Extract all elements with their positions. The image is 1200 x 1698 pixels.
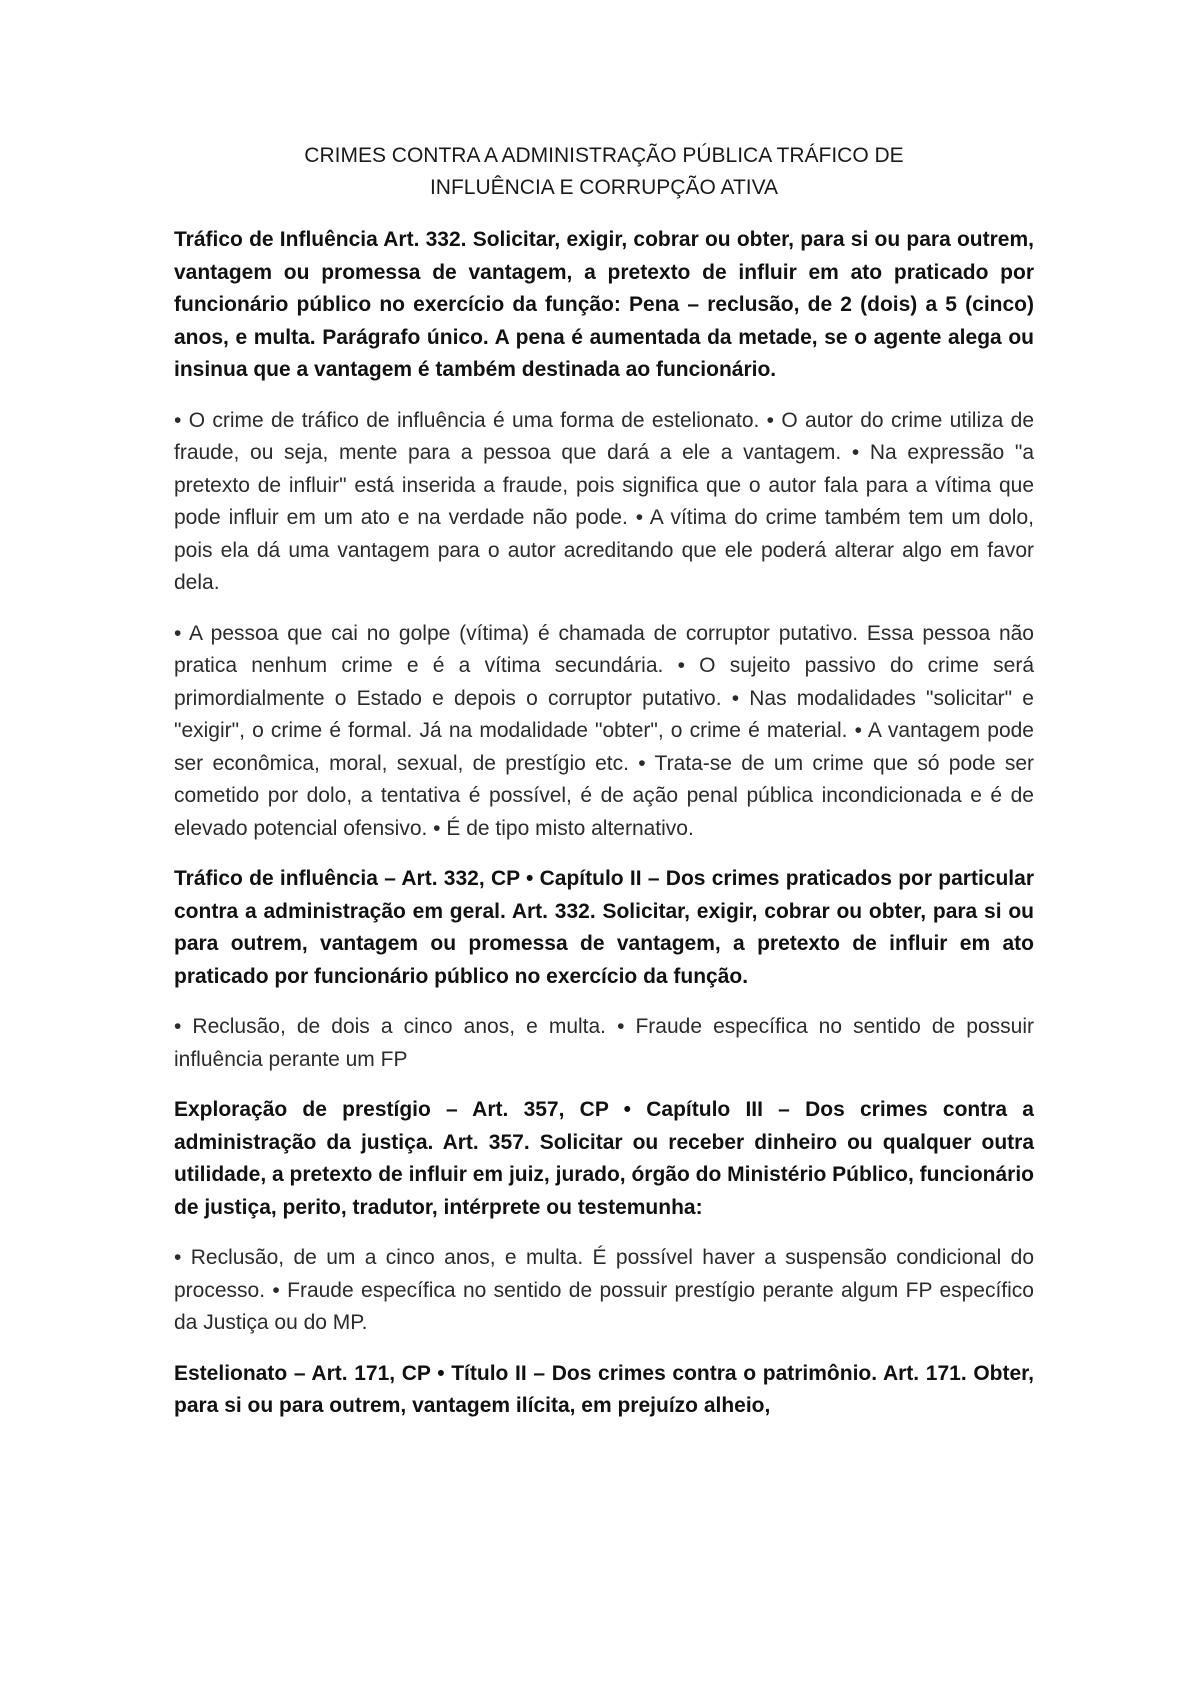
paragraph-trafico-cp-332: Tráfico de influência – Art. 332, CP • Capítulo II – Dos crimes praticados por particular contra a administração em geral. Art. 332. Solicitar, exigir, cobrar ou obter, para si ou para outrem, vantagem ou promessa de vantagem, a pretexto de influir em ato praticado por funcionário público no exercício da função.: [174, 867, 1034, 988]
title-line-1: CRIMES CONTRA A ADMINISTRAÇÃO PÚBLICA TRÁFICO DE: [304, 144, 904, 167]
document-title: [174, 140, 1034, 204]
paragraph-trafico-notes-2: • A pessoa que cai no golpe (vítima) é chamada de corruptor putativo. Essa pessoa não pratica nenhum crime e é a vítima secundária. • O sujeito passivo do crime será primordialmente o Estado e depois o corruptor putativo. • Nas modalidades "solicitar" e "exigir", o crime é formal. Já na modalidade "obter", o crime é material. • A vantagem pode ser econômica, moral, sexual, de prestígio etc. • Trata-se de um crime que só pode ser cometido por dolo, a tentativa é possível, é de ação penal pública incondicionada e é de elevado potencial ofensivo. • É de tipo misto alternativo.: [174, 621, 1034, 840]
paragraph-exploracao-pena: • Reclusão, de um a cinco anos, e multa. É possível haver a suspensão condicional do processo. • Fraude específica no sentido de possuir prestígio perante algum FP específico da Justiça ou do MP.: [174, 1246, 1034, 1334]
paragraph-estelionato: Estelionato – Art. 171, CP • Título II – Dos crimes contra o patrimônio. Art. 171. Obter, para si ou para outrem, vantagem ilícita, em prejuízo alheio,: [174, 1361, 1034, 1417]
title-line-2: INFLUÊNCIA E CORRUPÇÃO ATIVA: [429, 176, 779, 199]
paragraph-trafico-influencia-art-332: Tráfico de Influência Art. 332. Solicitar, exigir, cobrar ou obter, para si ou para outrem, vantagem ou promessa de vantagem, a pretexto de influir em ato praticado por funcionário público no exercício da função: Pena – reclusão, de 2 (dois) a 5 (cinco) anos, e multa. Parágrafo único. A pena é aumentada da metade, se o agente alega ou insinua que a vantagem é também destinada ao funcionário.: [174, 228, 1034, 381]
paragraph-exploracao-prestigio: Exploração de prestígio – Art. 357, CP • Capítulo III – Dos crimes contra a administração da justiça. Art. 357. Solicitar ou receber dinheiro ou qualquer outra utilidade, a pretexto de influir em juiz, jurado, órgão do Ministério Público, funcionário de justiça, perito, tradutor, intérprete ou testemunha:: [174, 1098, 1034, 1219]
paragraph-trafico-pena: • Reclusão, de dois a cinco anos, e multa. • Fraude específica no sentido de possuir influência perante um FP: [174, 1015, 1034, 1071]
document-content: [174, 140, 1034, 1441]
paragraph-trafico-notes-1: • O crime de tráfico de influência é uma forma de estelionato. • O autor do crime utiliza de fraude, ou seja, mente para a pessoa que dará a ele a vantagem. • Na expressão "a pretexto de influir" está inserida a fraude, pois significa que o autor fala para a vítima que pode influir em um ato e na verdade não pode. • A vítima do crime também tem um dolo, pois ela dá uma vantagem para o autor acreditando que ele poderá alterar algo em favor dela.: [174, 408, 1034, 594]
